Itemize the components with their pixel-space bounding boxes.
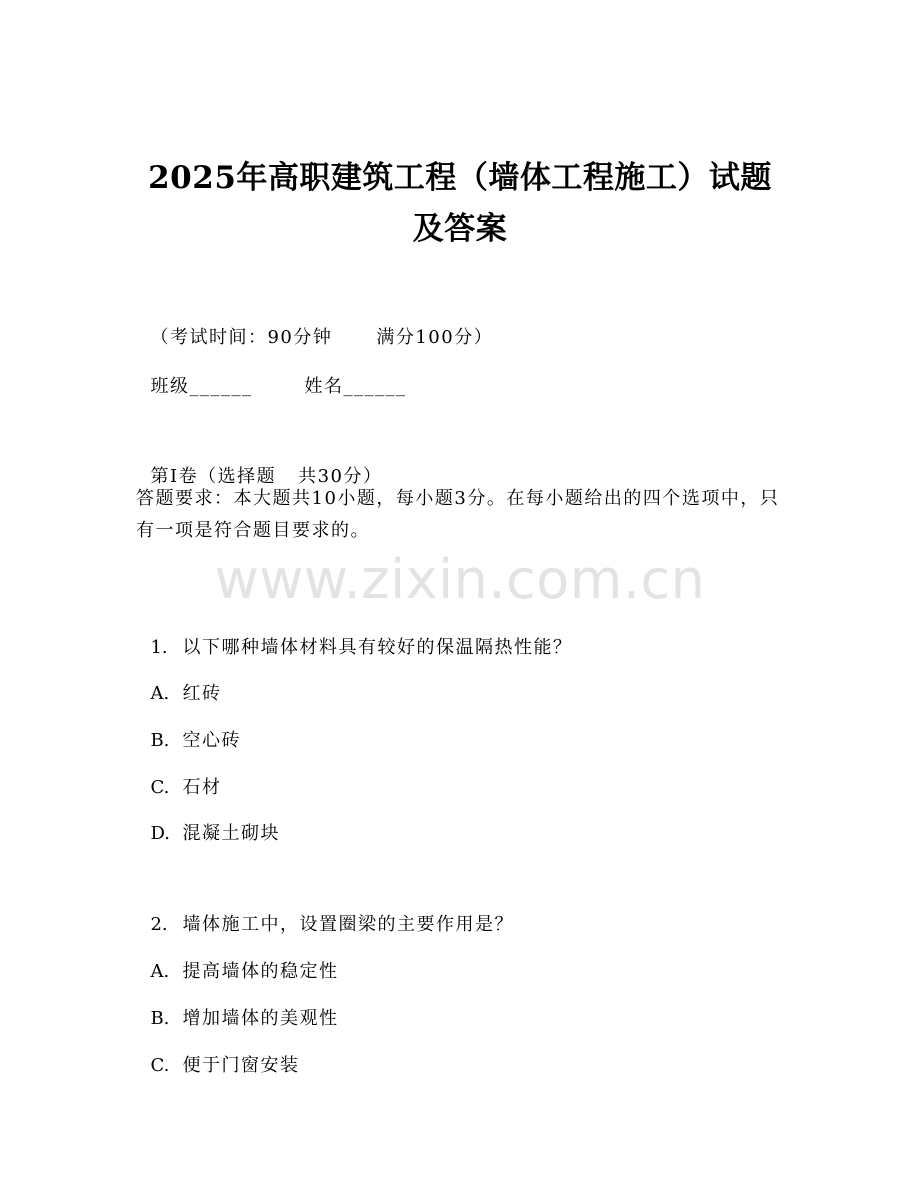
question-text: 墙体施工中，设置圈梁的主要作用是？ xyxy=(182,914,514,935)
section-points: 共30分） xyxy=(298,466,383,487)
document-title-line-2: 及答案 xyxy=(412,211,508,247)
option-letter: C. xyxy=(150,1055,170,1076)
option-text: 混凝土砌块 xyxy=(182,823,280,844)
name-field: 姓名______ xyxy=(304,376,407,397)
question-2-option-c xyxy=(136,1030,299,1078)
option-letter: A. xyxy=(150,961,170,982)
instructions: 答题要求：本大题共10小题，每小题3分。在每小题给出的四个选项中，只有一项是符合题目要求的。 xyxy=(136,488,780,541)
option-text: 空心砖 xyxy=(182,730,241,751)
option-text: 红砖 xyxy=(182,683,222,704)
watermark: www.zixin.com.cn xyxy=(214,548,706,611)
option-letter: D. xyxy=(150,823,170,844)
question-number: 2. xyxy=(150,914,168,935)
option-letter: A. xyxy=(150,683,170,704)
question-text: 以下哪种墙体材料具有较好的保温隔热性能？ xyxy=(182,637,573,658)
question-2-option-b xyxy=(136,983,338,1031)
option-text: 增加墙体的美观性 xyxy=(182,1008,339,1029)
option-letter: C. xyxy=(150,777,170,798)
full-score: 满分100分） xyxy=(376,327,494,348)
question-2 xyxy=(136,889,514,937)
question-1-option-d xyxy=(136,798,280,846)
question-1-option-b xyxy=(136,705,241,753)
question-2-option-a xyxy=(136,936,338,984)
exam-time: （考试时间：90分钟 xyxy=(150,327,333,348)
question-1 xyxy=(136,612,572,660)
document-title-line-1: 2025年高职建筑工程（墙体工程施工）试题 xyxy=(148,160,772,196)
option-text: 提高墙体的稳定性 xyxy=(182,961,339,982)
section-heading xyxy=(136,441,382,489)
section-title: 第I卷（选择题 xyxy=(150,466,277,487)
question-number: 1. xyxy=(150,637,168,658)
class-field: 班级______ xyxy=(150,376,253,397)
question-1-option-a xyxy=(136,658,221,706)
option-letter: B. xyxy=(150,1008,170,1029)
student-info xyxy=(136,351,406,399)
option-letter: B. xyxy=(150,730,170,751)
exam-info xyxy=(136,302,493,350)
option-text: 便于门窗安装 xyxy=(182,1055,300,1076)
option-text: 石材 xyxy=(182,777,222,798)
question-1-option-c xyxy=(136,752,221,800)
